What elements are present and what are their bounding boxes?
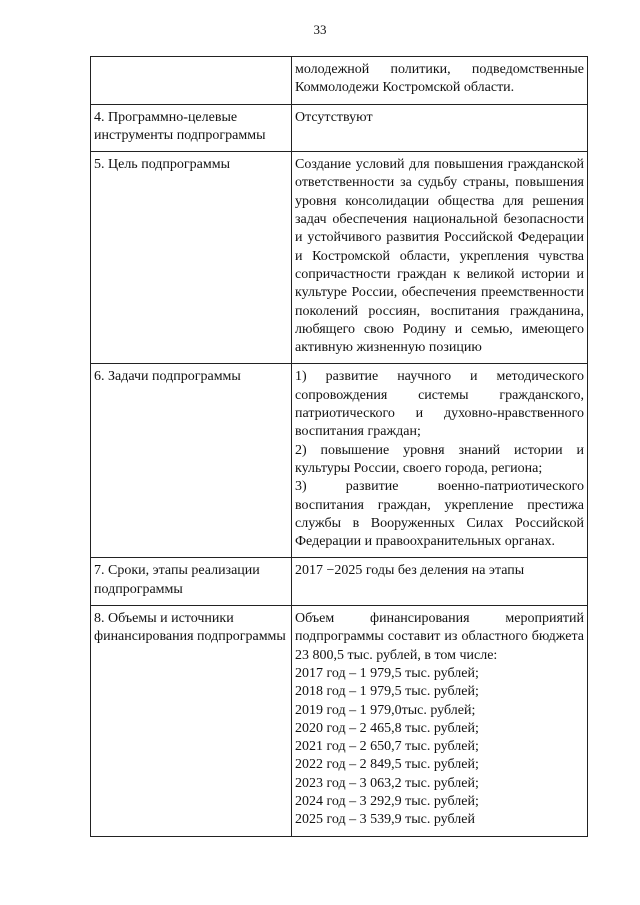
text-line: 2024 год – 3 292,9 тыс. рублей; (295, 793, 479, 809)
table-row (91, 364, 588, 558)
text-line: 2) повышение уровня знаний истории и культуры России, своего города, региона; (295, 442, 584, 476)
text-line: 2017 −2025 годы без деления на этапы (295, 563, 525, 579)
text-line: 2025 год – 3 539,9 тыс. рублей (295, 812, 475, 828)
text-line: 2019 год – 1 979,0тыс. рублей; (295, 702, 476, 718)
row-value (292, 364, 588, 558)
text-line: Отсутствуют (295, 109, 373, 125)
table-row (91, 57, 588, 105)
row-label (91, 57, 292, 105)
row-value (292, 104, 588, 152)
row-value (292, 152, 588, 364)
subprogram-passport-table (90, 56, 588, 837)
text-line: 3) развитие военно-патриотического воспитания граждан, укрепление престижа службы в Вооруженных Силах Российской Федерации и правоохранительных органах. (295, 479, 584, 550)
row-value (292, 558, 588, 606)
table-row (91, 152, 588, 364)
row-label: 6. Задачи подпрограммы (91, 364, 292, 558)
text-line: 2018 год – 1 979,5 тыс. рублей; (295, 684, 479, 700)
row-label: 5. Цель подпрограммы (91, 152, 292, 364)
text-line: 2021 год – 2 650,7 тыс. рублей; (295, 739, 479, 755)
text-line: Создание условий для повышения гражданской ответственности за судьбу страны, повышения уровня консолидации общества для решения задач обеспечения национальной безопасности и устойчивого развития Российской Федерации и Костромской области, укрепления чувства сопричастности граждан к великой истории и культуре России, обеспечения преемственности поколений россиян, воспитания гражданина, любящего свою Родину и семью, имеющего активную жизненную позицию (295, 157, 584, 356)
text-line: 2022 год – 2 849,5 тыс. рублей; (295, 757, 479, 773)
row-value (292, 606, 588, 837)
table-row (91, 606, 588, 837)
row-label: 7. Сроки, этапы реализации подпрограммы (91, 558, 292, 606)
page-number: 33 (313, 22, 327, 37)
table-row (91, 558, 588, 606)
table-row (91, 104, 588, 152)
row-label: 8. Объемы и источники финансирования подпрограммы (91, 606, 292, 837)
text-line: 2017 год – 1 979,5 тыс. рублей; (295, 665, 479, 681)
row-value (292, 57, 588, 105)
text-line: 2023 год – 3 063,2 тыс. рублей; (295, 775, 479, 791)
text-line: 1) развитие научного и методического сопровождения системы гражданского, патриотического и духовно-нравственного воспитания граждан; (295, 369, 584, 440)
text-line: 2020 год – 2 465,8 тыс. рублей; (295, 720, 479, 736)
row-label: 4. Программно-целевые инструменты подпрограммы (91, 104, 292, 152)
text-line: Объем финансирования мероприятий подпрограммы составит из областного бюджета 23 800,5 тыс. рублей, в том числе: (295, 611, 584, 663)
text-line: молодежной политики, подведомственные Коммолодежи Костромской области. (295, 62, 584, 96)
